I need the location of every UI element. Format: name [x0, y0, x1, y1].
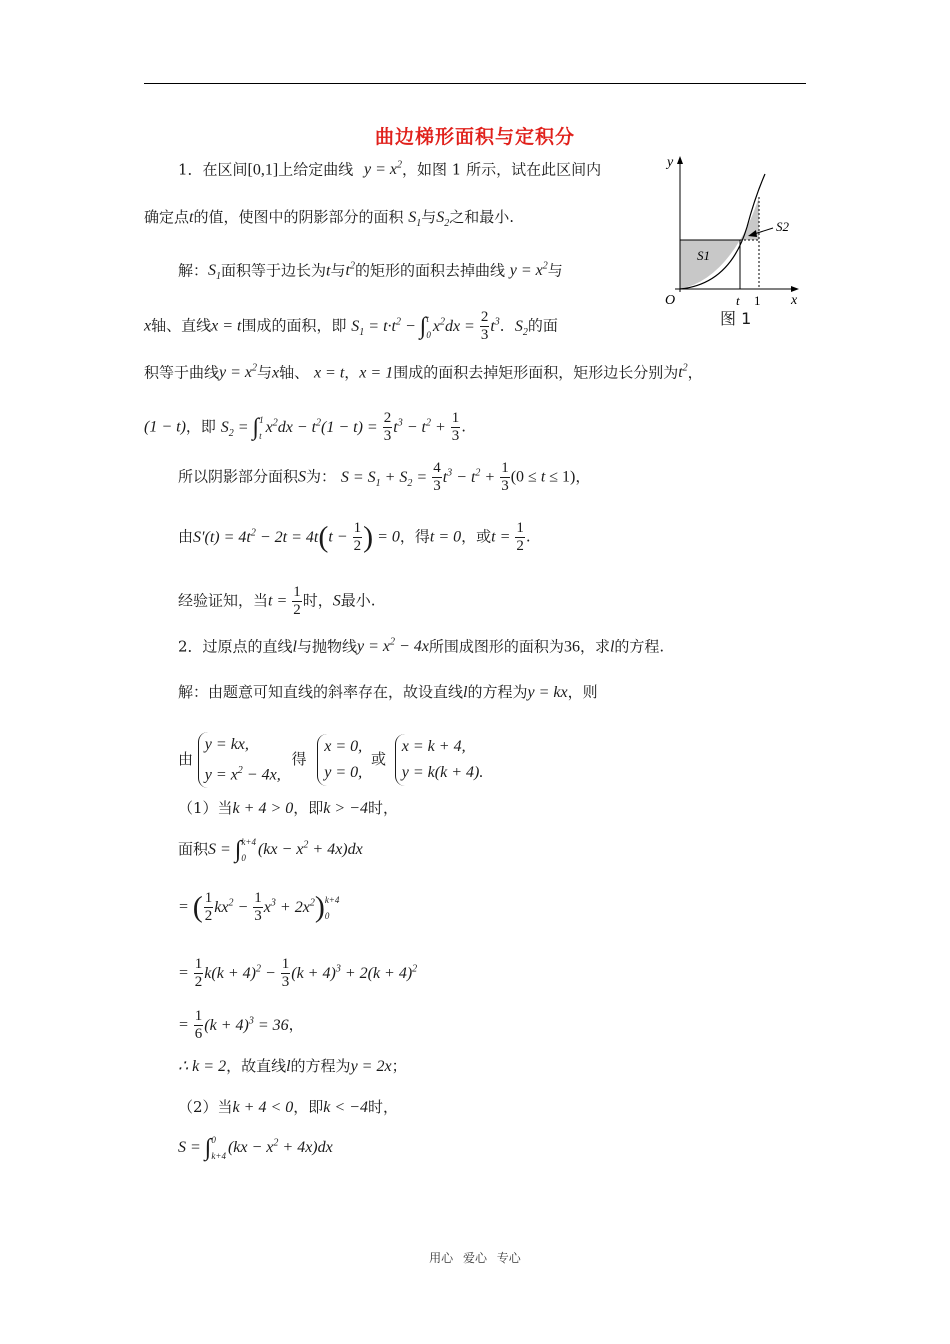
- p2-case2: （2）当k + 4 < 0，即k < −4时，: [178, 1098, 398, 1116]
- p1-line6: (1 − t)，即 $S_2$ = ∫ 1 t $x^2dx - t^2(1 - t)$ = $\frac{2}{3}$ $t^3 - t^2$ + $\frac{1}{3}$ .: [144, 410, 467, 444]
- y-arrow: [677, 156, 683, 164]
- p2-antiderivative: = ( $\frac{1}{2}$ $kx^2$ − $\frac{1}{3}$ $x^3 + 2x^2$) k+4 0: [178, 890, 340, 924]
- p2-result1: ∴ k = 2，故直线l的方程为y = 2x；: [178, 1057, 407, 1075]
- label-t: t: [736, 293, 740, 308]
- label-y: y: [667, 155, 674, 170]
- p2-system: 由 y = kx, $y = x^2 - 4x$, 得 x = 0, y = 0, 或 x = k + 4, y = k(k + 4).: [178, 732, 483, 788]
- p2-area-integral: 面积S = ∫ k+4 0 $(kx - x^2 + 4x)dx$: [178, 837, 363, 863]
- p1-line4: x轴、直线x = t围成的面积，即 $S_1 = t\cdot t^2$ − ∫ t 0 $x^2dx$ = $\frac{2}{3}$ $t^3$．$S_2$的面: [144, 309, 558, 343]
- p2-line2: 解：由题意可知直线的斜率存在，故设直线l的方程为y = kx，则: [178, 683, 598, 701]
- p1-line7: 所以阴影部分面积S为： $S = S_1 + S_2$ = $\frac{4}{3}$ $t^3 - t^2$ + $\frac{1}{3}$ (0 ≤ t ≤ 1)，: [178, 460, 591, 494]
- p1-line8: 由$S'(t) = 4t^2 - 2t = 4t(t$ − $\frac{1}{2}$ ) = 0，得t = 0，或t = $\frac{1}{2}$ .: [178, 520, 531, 554]
- shaded-s1-curve: [680, 240, 740, 289]
- label-s2: S2: [776, 219, 789, 234]
- p2-eval2: = $\frac{1}{6}$ $(k + 4)^3 = 36$，: [178, 1008, 304, 1042]
- p2-case1: （1）当k + 4 > 0，即k > −4时，: [178, 799, 398, 817]
- label-1: 1: [754, 293, 761, 308]
- p1-line2: 确定点t的值，使图中的阴影部分的面积 $S_1$与$S_2$之和最小.: [144, 208, 515, 230]
- p2-line1: 2．过原点的直线l与抛物线$y = x^2 - 4x$所围成图形的面积为36，求l的方程.: [178, 637, 665, 656]
- page-footer: 用心 爱心 专心: [429, 1251, 521, 1265]
- p2-eval: = $\frac{1}{2}$ $k(k + 4)^2$ − $\frac{1}{3}$ $(k + 4)^3 + 2(k + 4)^2$: [178, 956, 418, 990]
- p1-line9: 经验证知，当t = $\frac{1}{2}$ 时，S最小.: [178, 584, 376, 618]
- figure-1-graph: [655, 152, 805, 332]
- x-arrow: [791, 286, 799, 292]
- page-title: 曲边梯形面积与定积分: [374, 126, 575, 148]
- label-s1: S1: [697, 248, 710, 263]
- label-origin: O: [665, 293, 676, 308]
- header-rule: [144, 83, 806, 84]
- figure-caption: 图 1: [720, 309, 752, 328]
- p1-line1: 1．在区间[0,1]上给定曲线 $y = x^2$，如图 1 所示，试在此区间内: [178, 160, 602, 179]
- p1-line5: 积等于曲线$y = x^2$与x轴、 x = t，x = 1围成的面积去掉矩形面积，矩形边长分别为$t^2$，: [144, 363, 703, 382]
- p1-line3: 解：$S_1$面积等于边长为t与$t^2$的矩形的面积去掉曲线 $y = x^2$与: [178, 261, 563, 283]
- label-x: x: [791, 293, 798, 308]
- p2-case2-integral: S = ∫ 0 k+4 $(kx - x^2 + 4x)dx$: [178, 1135, 333, 1161]
